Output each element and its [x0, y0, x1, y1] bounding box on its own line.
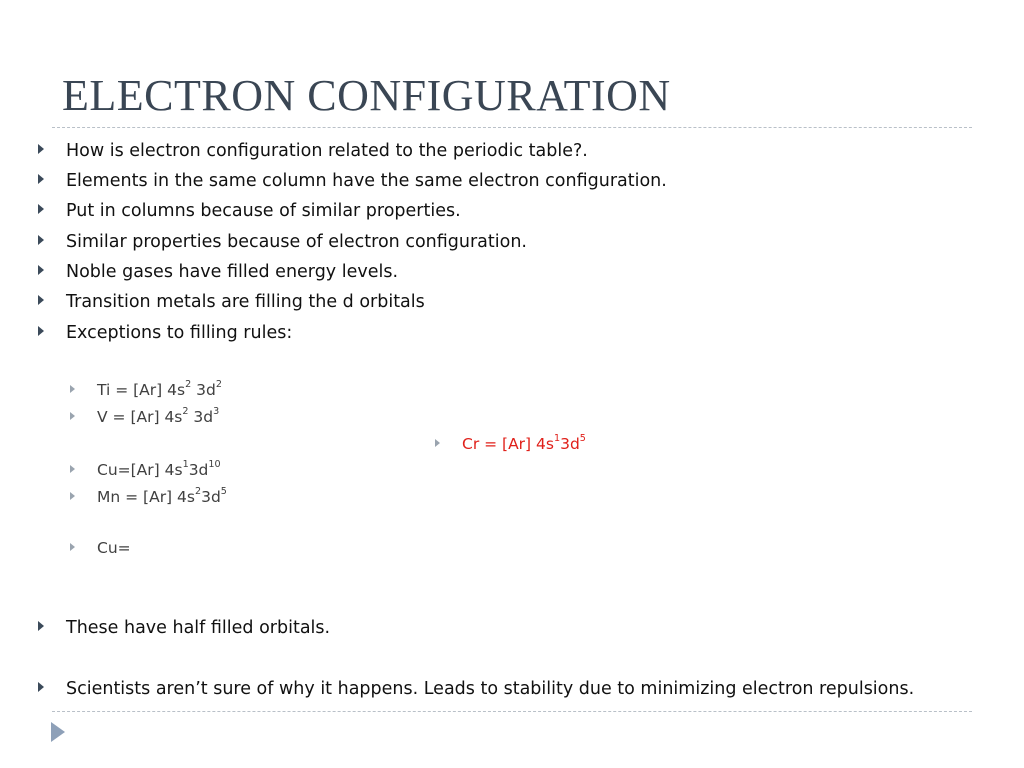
config-mid: 3d [201, 488, 221, 506]
bullet-item [38, 231, 527, 253]
title-divider [52, 127, 972, 128]
bullet-text: Transition metals are filling the d orbitals [66, 292, 425, 312]
triangle-bullet-icon [38, 204, 44, 214]
sub-bullet-icon [70, 465, 75, 473]
d-superscript: 3 [213, 406, 220, 418]
config-base: Cr = [Ar] 4s [462, 435, 554, 453]
config-example-cu-blank [70, 538, 131, 558]
bullet-text: Noble gases have filled energy levels. [66, 262, 399, 282]
s-superscript: 1 [553, 433, 561, 445]
s-superscript: 2 [182, 406, 189, 418]
config-base: Cu=[Ar] 4s [97, 461, 183, 479]
bullet-item [38, 322, 292, 344]
slide-title: ELECTRON CONFIGURATION [62, 71, 671, 120]
sub-bullet-icon [70, 492, 75, 500]
bullet-text: How is electron configuration related to the periodic table?. [66, 141, 588, 161]
config-base: Mn = [Ar] 4s [97, 488, 195, 506]
s-superscript: 2 [194, 486, 202, 498]
bullet-item [38, 261, 398, 283]
bullet-text: Scientists aren’t sure of why it happens. Leads to stability due to minimizing electron repulsions. [66, 679, 915, 699]
bullet-text: Put in columns because of similar properties. [66, 201, 461, 221]
config-example-cu [70, 460, 221, 480]
triangle-bullet-icon [38, 144, 44, 154]
config-example-cr [435, 434, 586, 454]
triangle-bullet-icon [38, 295, 44, 305]
d-superscript: 10 [208, 459, 221, 471]
bullet-item [38, 291, 425, 313]
next-slide-arrow-icon[interactable] [51, 722, 65, 742]
config-example-ti [70, 380, 222, 400]
config-base: Ti = [Ar] 4s [97, 381, 186, 399]
triangle-bullet-icon [38, 265, 44, 275]
s-superscript: 2 [185, 379, 192, 391]
bullet-item [38, 200, 461, 222]
triangle-bullet-icon [38, 235, 44, 245]
triangle-bullet-icon [38, 621, 44, 631]
config-mid: 3d [188, 408, 214, 426]
config-base: V = [Ar] 4s [97, 408, 183, 426]
config-mid: 3d [188, 461, 209, 479]
d-superscript: 2 [215, 379, 222, 391]
config-example-v [70, 407, 219, 427]
bullet-text: Elements in the same column have the same electron configuration. [66, 171, 667, 191]
sub-bullet-icon [70, 543, 75, 551]
sub-bullet-icon [70, 412, 75, 420]
d-superscript: 5 [220, 486, 227, 498]
triangle-bullet-icon [38, 174, 44, 184]
bullet-text: Similar properties because of electron configuration. [66, 232, 527, 252]
d-superscript: 5 [579, 433, 586, 445]
footer-divider [52, 711, 972, 712]
bullet-text: Exceptions to filling rules: [66, 323, 293, 343]
config-example-mn [70, 487, 227, 507]
bullet-item [38, 170, 667, 192]
config-mid: 3d [560, 435, 580, 453]
sub-bullet-icon [70, 385, 75, 393]
config-mid: 3d [191, 381, 216, 399]
bullet-item [38, 617, 330, 639]
bullet-item [38, 140, 588, 162]
bullet-text: These have half filled orbitals. [66, 618, 331, 638]
triangle-bullet-icon [38, 682, 44, 692]
bullet-item [38, 678, 914, 700]
triangle-bullet-icon [38, 326, 44, 336]
s-superscript: 1 [182, 459, 189, 471]
config-base: Cu= [97, 539, 131, 557]
sub-bullet-icon [435, 439, 440, 447]
